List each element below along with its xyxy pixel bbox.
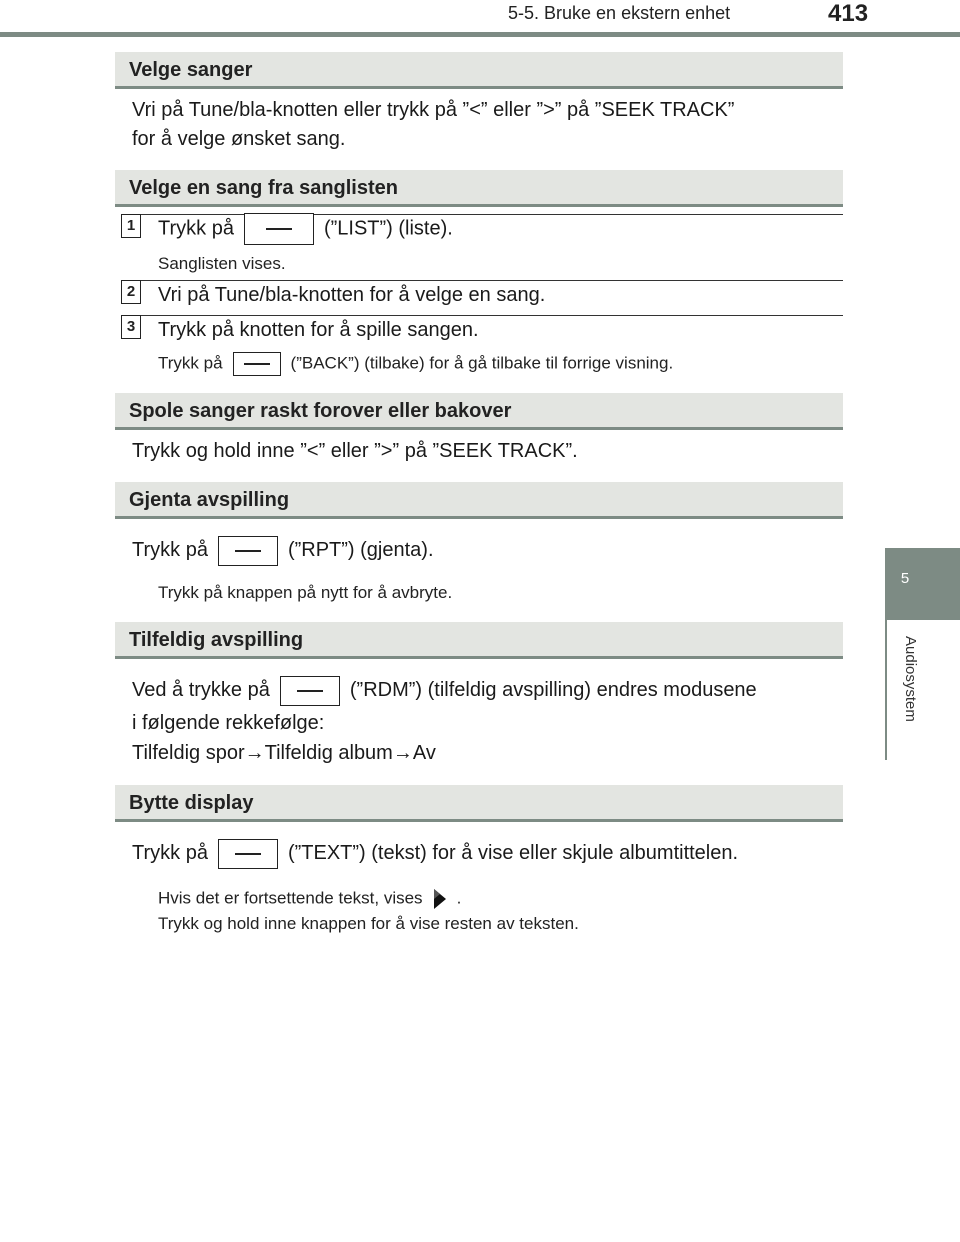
section-heading-bytte xyxy=(115,785,843,822)
chapter-number: 5 xyxy=(900,570,910,587)
text-pre: Trykk på xyxy=(132,842,208,864)
arrow-right-icon: → xyxy=(244,742,265,764)
section-heading-text: Bytte display xyxy=(129,792,254,814)
chapter-label: Audiosystem xyxy=(902,636,919,722)
note-line: Trykk på knappen på nytt for å avbryte. xyxy=(158,583,453,602)
page-number: 413 xyxy=(828,0,869,27)
back-button-icon xyxy=(233,352,281,376)
text-pre: Ved å trykke på xyxy=(132,679,270,701)
text-post: (”RDM”) (tilfeldig avspilling) endres modusene xyxy=(349,679,757,701)
step-note: Sanglisten vises. xyxy=(158,254,286,273)
note-text-pre: Hvis det er fortsettende tekst, vises xyxy=(158,888,423,908)
section-heading-velge-sanger xyxy=(115,52,843,89)
chapter-tab xyxy=(885,548,960,620)
continuation-arrow-icon xyxy=(431,887,449,911)
note-text-post: . xyxy=(456,888,462,908)
paragraph-line: Vri på Tune/bla-knotten eller trykk på ”<” eller ”>” på ”SEEK TRACK” xyxy=(132,99,735,121)
text-post: (”RPT”) (gjenta). xyxy=(287,539,434,561)
section-heading-text: Velge sanger xyxy=(129,59,253,81)
step-1-text xyxy=(158,213,453,245)
paragraph-line: for å velge ønsket sang. xyxy=(132,128,346,150)
mode-sequence xyxy=(132,738,436,768)
text-pre: Trykk på xyxy=(132,539,208,561)
note-line: Trykk og hold inne knappen for å vise resten av teksten. xyxy=(158,914,579,933)
section-heading-text: Tilfeldig avspilling xyxy=(129,629,304,651)
rdm-button-icon xyxy=(280,676,340,706)
section-heading-text: Velge en sang fra sanglisten xyxy=(129,177,398,199)
sequence-item: Tilfeldig spor xyxy=(132,742,245,764)
section-heading-text: Gjenta avspilling xyxy=(129,489,290,511)
note-text-pre: Trykk på xyxy=(158,353,223,373)
step-number-badge: 3 xyxy=(121,315,141,339)
header-rule xyxy=(0,32,960,37)
step-3-text: Trykk på knotten for å spille sangen. xyxy=(158,319,479,341)
chapter-tab-line xyxy=(885,620,887,760)
arrow-right-icon: → xyxy=(392,742,413,764)
section-heading-gjenta xyxy=(115,482,843,519)
paragraph-line xyxy=(132,675,757,706)
step-text-post: (”LIST”) (liste). xyxy=(323,217,453,240)
step-number-badge: 1 xyxy=(121,214,141,238)
paragraph-line xyxy=(132,838,738,869)
paragraph-line xyxy=(132,535,434,566)
section-heading-spole xyxy=(115,393,843,430)
section-heading-velge-fra-liste xyxy=(115,170,843,207)
sequence-item: Tilfeldig album xyxy=(264,742,393,764)
sequence-item: Av xyxy=(412,742,436,764)
text-button-icon xyxy=(218,839,278,869)
paragraph-line: Trykk og hold inne ”<” eller ”>” på ”SEEK TRACK”. xyxy=(132,440,578,462)
rpt-button-icon xyxy=(218,536,278,566)
section-heading-tilfeldig xyxy=(115,622,843,659)
paragraph-line: i følgende rekkefølge: xyxy=(132,712,325,734)
step-number-badge: 2 xyxy=(121,280,141,304)
list-button-icon xyxy=(244,213,314,245)
step-2-text: Vri på Tune/bla-knotten for å velge en sang. xyxy=(158,284,546,306)
text-post: (”TEXT”) (tekst) for å vise eller skjule albumtittelen. xyxy=(287,842,739,864)
step-note xyxy=(158,352,673,376)
running-header: 5-5. Bruke en ekstern enhet xyxy=(508,3,731,23)
note-line xyxy=(158,887,461,911)
note-text-post: (”BACK”) (tilbake) for å gå tilbake til forrige visning. xyxy=(290,353,674,373)
section-heading-text: Spole sanger raskt forover eller bakover xyxy=(129,400,512,422)
step-text-pre: Trykk på xyxy=(158,217,234,240)
